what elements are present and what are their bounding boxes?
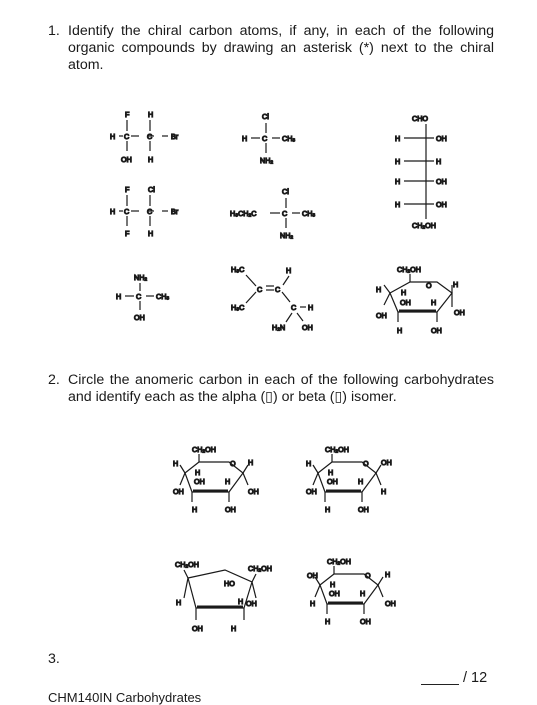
atom-label: OH <box>327 477 338 486</box>
atom-label: CH₂OH <box>248 564 272 573</box>
atom-label: H <box>330 580 336 589</box>
atom-label: C <box>136 292 142 301</box>
question-1-number: 1. <box>48 23 60 39</box>
atom-label: OH <box>194 477 205 486</box>
atom-label: H <box>328 468 334 477</box>
atom-label: O <box>363 459 369 468</box>
atom-label: H <box>325 505 331 514</box>
question-3-number: 3. <box>48 651 60 667</box>
atom-label: O <box>426 281 432 290</box>
structure-7-amino-alkene <box>231 265 313 332</box>
question-1-text: Identify the chiral carbon atoms, if any, in each of the following organic compounds by drawing an asterisk (*) next to the chiral atom. <box>68 23 494 73</box>
atom-label: H <box>225 477 231 486</box>
atom-label: NH₂ <box>260 156 274 165</box>
atom-label: H <box>308 303 314 312</box>
atom-label: H <box>110 207 116 216</box>
atom-label: Cl <box>262 112 269 121</box>
atom-label: Cl <box>148 185 155 194</box>
atom-label: H <box>395 200 401 209</box>
structure-2-chloro-amine <box>242 112 295 165</box>
atom-label: OH <box>248 487 259 496</box>
atom-label: CH₂OH <box>175 560 199 569</box>
carbohydrate-d-haworth <box>307 557 396 626</box>
atom-label: H₂N <box>272 323 286 332</box>
carbohydrate-b-haworth <box>306 445 392 514</box>
atom-label: H₃C <box>231 303 245 312</box>
atom-label: C <box>275 285 281 294</box>
atom-label: C <box>291 303 297 312</box>
atom-label: CH₃ <box>282 134 296 143</box>
structure-8-haworth-pyranose <box>376 265 465 335</box>
atom-label: F <box>125 110 130 119</box>
atom-label: H <box>248 458 254 467</box>
atom-label: O <box>230 459 236 468</box>
atom-label: H <box>453 280 459 289</box>
question-2-text: Circle the anomeric carbon in each of the following carbohydrates and identify each as the alpha (▯) or beta (▯) isomer. <box>68 372 494 405</box>
atom-label: H <box>431 298 437 307</box>
atom-label: OH <box>192 624 203 633</box>
atom-label: Br <box>171 132 179 141</box>
structure-4-fischer-difluoro-chloro <box>110 185 179 238</box>
atom-label: CH₂OH <box>397 265 421 274</box>
atom-label: H <box>436 157 442 166</box>
atom-label: H <box>381 487 387 496</box>
atom-label: H <box>310 599 316 608</box>
atom-label: H <box>286 266 292 275</box>
atom-label: H <box>173 459 179 468</box>
atom-label: C <box>147 207 153 216</box>
atom-label: H <box>358 477 364 486</box>
atom-label: H <box>148 229 154 238</box>
atom-label: H <box>395 157 401 166</box>
atom-label: OH <box>436 177 447 186</box>
atom-label: H <box>195 468 201 477</box>
atom-label: C <box>262 134 268 143</box>
score-total: / 12 <box>463 670 488 686</box>
atom-label: H <box>231 624 237 633</box>
atom-label: NH₂ <box>280 231 294 240</box>
atom-label: H <box>360 589 366 598</box>
structure-6-aminoethanol <box>116 273 169 322</box>
atom-label: OH <box>121 155 132 164</box>
atom-label: HO <box>224 579 235 588</box>
atom-label: OH <box>431 326 442 335</box>
structure-1-fischer-fluoro-bromo <box>110 110 179 164</box>
atom-label: OH <box>302 323 313 332</box>
atom-label: F <box>125 185 130 194</box>
atom-label: OH <box>358 505 369 514</box>
structure-5-chloro-butanamine <box>230 187 315 240</box>
atom-label: Cl <box>282 187 289 196</box>
atom-label: H <box>385 570 391 579</box>
atom-label: H <box>306 459 312 468</box>
atom-label: H <box>376 285 382 294</box>
atom-label: CH₃ <box>156 292 170 301</box>
carbohydrate-a-haworth <box>173 445 259 514</box>
atom-label: CH₂OH <box>192 445 216 454</box>
atom-label: Br <box>171 207 179 216</box>
atom-label: F <box>125 229 130 238</box>
atom-label: OH <box>436 200 447 209</box>
atom-label: H <box>238 597 244 606</box>
atom-label: O <box>365 571 371 580</box>
atom-label: H <box>116 292 122 301</box>
atom-label: OH <box>329 589 340 598</box>
atom-label: OH <box>246 599 257 608</box>
atom-label: OH <box>306 487 317 496</box>
atom-label: C <box>124 207 130 216</box>
atom-label: H <box>148 110 154 119</box>
atom-label: C <box>257 285 263 294</box>
atom-label: CH₃ <box>302 209 316 218</box>
atom-label: H <box>110 132 116 141</box>
atom-label: OH <box>436 134 447 143</box>
atom-label: OH <box>225 505 236 514</box>
atom-label: H <box>192 505 198 514</box>
atom-label: CH₂OH <box>327 557 351 566</box>
atom-label: H <box>176 598 182 607</box>
atom-label: C <box>282 209 288 218</box>
atom-label: OH <box>381 458 392 467</box>
atom-label: H₃CH₂C <box>230 209 257 218</box>
atom-label: OH <box>307 571 318 580</box>
atom-label: OH <box>173 487 184 496</box>
atom-label: CH₂OH <box>412 221 436 230</box>
carbohydrate-c-furanose <box>175 560 272 633</box>
atom-label: H <box>401 288 407 297</box>
atom-label: H <box>325 617 331 626</box>
footer-title: CHM140IN Carbohydrates <box>48 690 202 705</box>
atom-label: H <box>148 155 154 164</box>
atom-label: CHO <box>412 114 428 123</box>
atom-label: C <box>124 132 130 141</box>
atom-label: OH <box>385 599 396 608</box>
atom-label: OH <box>400 298 411 307</box>
atom-label: OH <box>360 617 371 626</box>
atom-label: C <box>147 132 153 141</box>
atom-label: H₃C <box>231 265 245 274</box>
atom-label: H <box>242 134 248 143</box>
atom-label: OH <box>134 313 145 322</box>
question-2-number: 2. <box>48 372 60 388</box>
atom-label: OH <box>454 308 465 317</box>
atom-label: H <box>397 326 403 335</box>
structure-3-fischer-aldose <box>395 114 447 230</box>
atom-label: NH₂ <box>134 273 148 282</box>
atom-label: H <box>395 134 401 143</box>
atom-label: CH₂OH <box>325 445 349 454</box>
atom-label: OH <box>376 311 387 320</box>
atom-label: H <box>395 177 401 186</box>
